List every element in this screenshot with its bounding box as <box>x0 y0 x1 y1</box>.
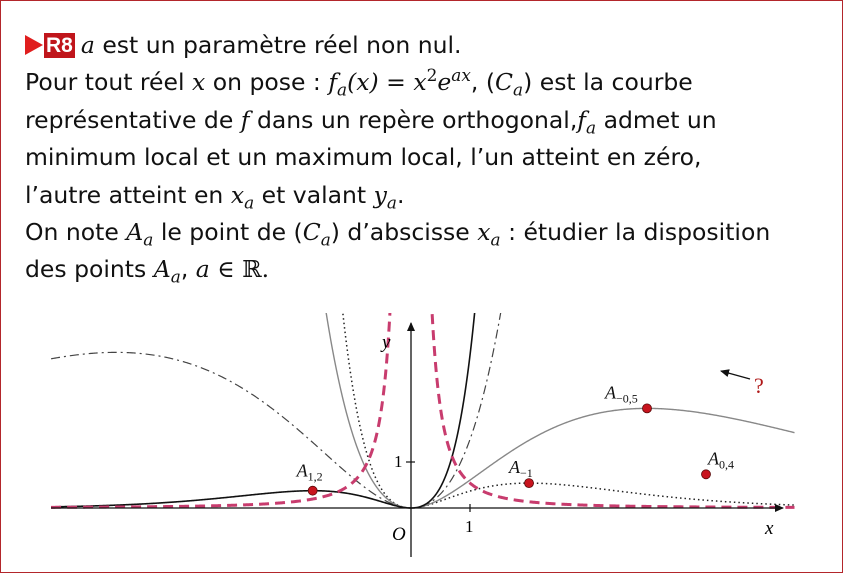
math-expr: (x) = x <box>347 68 427 97</box>
math-var: f <box>328 68 338 97</box>
curve-a-1-2 <box>51 301 794 508</box>
y-axis-label: y <box>382 332 391 353</box>
statement-text: et valant <box>254 180 374 209</box>
statement-text: le point de ( <box>153 218 303 247</box>
math-sub: a <box>386 192 397 213</box>
question-mark: ? <box>754 373 764 398</box>
question-arrow <box>721 371 750 379</box>
statement-text: admet un <box>596 105 717 134</box>
math-var: e <box>437 68 452 97</box>
red-triangle-icon <box>25 35 43 55</box>
math-var: x <box>191 68 206 97</box>
statement-text: ) d’abscisse <box>330 218 478 247</box>
statement-line-3 <box>25 102 835 139</box>
math-var: C <box>495 68 513 97</box>
math-sub: a <box>143 229 154 250</box>
statement-text: ∈ ℝ. <box>209 255 270 284</box>
statement-text: , ( <box>470 68 496 97</box>
math-sub: a <box>170 267 181 288</box>
x-tick-label: 1 <box>465 517 474 536</box>
curve-a-minus-1 <box>51 301 794 508</box>
math-sup: ax <box>451 65 471 86</box>
point-label: $A_{0,4}$ <box>708 448 734 472</box>
statement-line-1 <box>25 27 835 64</box>
curve-a-minus-0-5 <box>51 301 794 508</box>
statement-text: Pour tout réel <box>25 68 192 97</box>
statement-text: On note <box>25 218 127 247</box>
exercise-badge: R8 <box>46 34 73 57</box>
math-var: x <box>477 218 491 247</box>
math-var: C <box>302 218 321 247</box>
statement-text: ) est la courbe <box>523 68 693 97</box>
statement-line-4: minimum local et un maximum local, l’un atteint en zéro, <box>25 143 702 172</box>
math-var: A <box>153 255 171 284</box>
x-axis-label: x <box>765 518 774 539</box>
point-label-subscript: 0,4 <box>719 457 734 472</box>
exercise-statement <box>25 27 835 289</box>
math-var: x <box>230 180 245 209</box>
point-label-subscript: −1 <box>520 466 533 481</box>
statement-text: représentative de <box>25 105 241 134</box>
curve-a-0-4 <box>51 301 794 508</box>
curves-figure <box>1 301 844 571</box>
point-marker <box>702 470 711 479</box>
statement-text: des points <box>25 255 154 284</box>
points-group <box>296 382 734 495</box>
point-label-subscript: −0,5 <box>616 391 638 406</box>
y-tick-label: 1 <box>394 452 403 471</box>
math-var: f <box>577 105 586 134</box>
math-sub: a <box>513 80 524 101</box>
math-sub: a <box>244 192 255 213</box>
statement-text: on pose : <box>205 68 329 97</box>
statement-text: est un paramètre réel non nul. <box>94 31 462 59</box>
point-label: $A_{1,2}$ <box>296 460 323 484</box>
point-label: $A_{-1}$ <box>509 457 533 481</box>
statement-text: l’autre atteint en <box>25 180 231 209</box>
curves-group <box>51 301 794 508</box>
statement-text: : étudier la disposition <box>500 218 771 247</box>
statement-text: , <box>180 255 196 284</box>
point-label: $A_{-0,5}$ <box>605 382 638 406</box>
statement-text: . <box>396 180 405 209</box>
point-label-subscript: 1,2 <box>307 469 323 484</box>
point-marker <box>308 486 317 495</box>
math-sub: a <box>586 117 597 138</box>
math-sup: 2 <box>426 65 438 86</box>
math-var: a <box>80 31 95 59</box>
math-sub: a <box>490 229 501 250</box>
math-sub: a <box>320 229 331 250</box>
math-var: A <box>126 218 144 247</box>
math-var: f <box>240 105 250 134</box>
math-var: y <box>373 180 387 209</box>
math-sub: a <box>337 80 348 101</box>
math-var: a <box>195 255 210 284</box>
origin-label: O <box>392 524 406 545</box>
statement-text: dans un repère orthogonal, <box>249 105 578 134</box>
statement-line-2 <box>25 64 835 101</box>
point-marker <box>643 404 652 413</box>
statement-line-6 <box>25 214 835 251</box>
locus-curve <box>51 301 794 507</box>
statement-line-7 <box>25 251 835 288</box>
statement-line-5 <box>25 177 835 214</box>
